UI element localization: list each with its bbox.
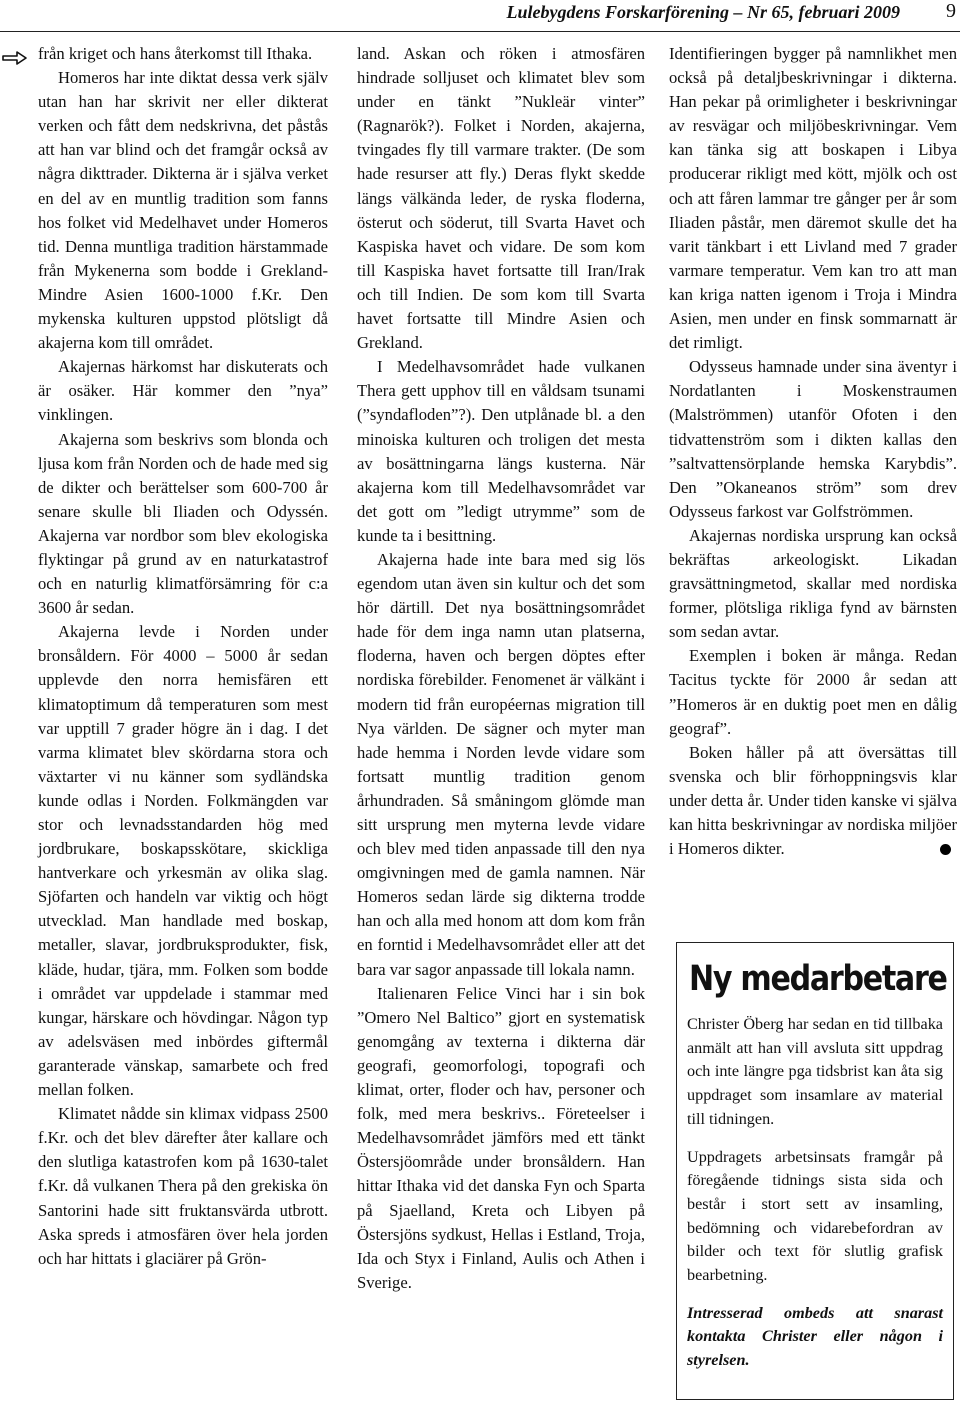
article-column-3 [669,42,957,861]
paragraph: I Medelhavsområdet hade vulkanen Thera gett upphov till en våldsam tsunami (”syndafloden”?). Den utplånade bl. a den minoiska kulturen och troligen det mesta av bosättningarna längs kusterna. När akajerna kom till Medelhavsområdet var det gott om ”ledigt utrymme” som de kunde ta i besittning. [357,357,645,545]
paragraph: Identifieringen bygger på namnlikhet men också på detaljbeskrivningar i dikterna. Han pekar på orimligheter i beskrivningar av resvägar och miljöbeskrivningar. Vem kan tänka sig att boskapen i Libya producerar rikligt med kött, mjölk och ost och att fåren lammar tre gånger per år som Iliaden påstår, men däremot skulle det ha varit tänkbart i ett Livland med 7 grader varmare temperatur. Vem kan tro att man kan kriga natten igenom i Troja i Mindra Asien, men under en finsk sommarnatt är det rimligt. [669,44,957,353]
paragraph-text: Boken håller på att översättas till svenska och blir förhoppningsvis klar under detta år. Under tiden kanske vi själva kan hitta beskrivningar av nordiska miljöer i Homeros dikter. [669,742,957,859]
paragraph: Homeros har inte diktat dessa verk själv utan han har skrivit ner eller dikterat verken och fått dem nedskrivna, det påstås att han var blind och det framgår också av några dikttrader. Dikterna är i själva verket en del av en muntlig tradition som fanns hos folket vid Medelhavet under Homeros tid. Denna muntliga tradition härstammade från Mykenerna som bodde i Grekland-Mindre Asien 1600-1000 f.Kr. Den mykenska kulturen uppstod plötsligt då akajerna kom till området. [38,68,328,353]
paragraph: Exemplen i boken är många. Redan Tacitus tyckte för 2000 år sedan att ”Homeros är en duktig poet men en dålig geograf”. [669,646,957,738]
box-call-to-action: Intresserad ombeds att snarast kontakta Christer eller någon i styrelsen. [687,1303,943,1370]
end-dot-icon [940,844,951,855]
final-paragraph [669,741,957,861]
box-paragraph: Christer Öberg har sedan en tid tillbaka anmält att han vill avsluta sitt uppdrag och inte längre pga tidsbrist kan åta sig uppdraget som insamlare av material till tidningen. [687,1015,943,1128]
page-header [0,0,960,30]
paragraph: Odysseus hamnade under sina äventyr i Nordatlanten i Moskenstraumen (Malströmmen) utanför Ofoten i den tidvattenström som i dikten kallas den ”saltvattensörplande hemska Karybdis”. Den ”Okaneanos ström” som drev Odysseus farkost var Golfströmmen. [669,357,957,521]
arrow-right-icon [2,50,28,66]
announcement-box [676,942,954,1400]
article-column-2 [357,42,645,1295]
paragraph: Klimatet nådde sin klimax vidpass 2500 f.Kr. och det blev därefter åter kallare och den slutliga katastrofen kom på 1630-talet f.Kr. då vulkanen Thera på den grekiska ön Santorini hade sitt fruktansvärda utbrott. Aska spreds i atmosfären över hela jorden och har hittats i glaciärer på Grön- [38,1104,328,1268]
box-paragraph: Uppdragets arbetsinsats framgår på föregående tidnings sista sida och består i stort sett av insamling, bedömning och vidarebefordran av bilder och text för slutlig grafisk bearbetning. [687,1147,943,1285]
paragraph: Akajerna levde i Norden under bronsåldern. För 4000 – 5000 år sedan upplevde den norra hemisfären ett klimatoptimum då temperaturen som mest var upptill 7 grader högre än i dag. I det varma klimatet blev skördarna stora och växtarter vi nu känner som sydländska kunde odlas i Norden. Folkmängden var stor och levnadsstandarden hög med jordbrukare, boskapsskötare, skickliga hantverkare och yrkesmän av olika slag. Sjöfarten och handeln var viktig och högt utvecklad. Man handlade med boskap, metaller, slavar, jordbruksprodukter, fisk, kläde, hudar, tjära, mm. Folken som bodde i området var uppdelade i stammar med kungar, härskare och hövdingar. Någon typ av adelsväsen med inbördes giftermål garanterade vänskap, samarbete och fred mellan folken. [38,622,328,1100]
page-number: 9 [946,0,956,22]
article-column-1 [38,42,328,1271]
paragraph: Akajerna som beskrivs som blonda och ljusa kom från Norden och de hade med sig de dikter och berättelser som 600-700 år senare skulle bli Iliaden och Odyssén. Akajerna var nordbor som blev ekologiska flyktingar på grund av en naturkatastrof och en naturlig klimatförsämring för c:a 3600 år sedan. [38,429,328,618]
paragraph: Akajernas nordiska ursprung kan också bekräftas arkeologiskt. Likadan gravsättningmetod, skallar med nordiska former, plötsliga rikliga fynd av bärnsten som sedan avtar. [669,525,957,642]
paragraph: från kriget och hans återkomst till Ithaka. [38,44,313,63]
journal-title: Lulebygdens Forskarförening – Nr 65, februari 2009 [506,2,900,22]
header-rule [0,31,960,32]
paragraph: land. Askan och röken i atmosfären hindrade solljuset och klimatet blev som under en tänkt ”Nukleär vinter” (Ragnarök?). Folket i Norden, akajerna, tvingades fly till varmare trakter. (De som hade resurser att fly.) Deras flykt skedde längs välkända leder, de ryska floderna, österut och söderut, till Svarta Havet och Kaspiska havet och vidare. De som kom till Kaspiska havet fortsatte till Iran/Irak och till Indien. De som kom till Svarta havet fortsatte till Mindre Asien och Grekland. [357,44,645,353]
box-heading: Ny medarbetare [689,959,947,999]
paragraph: Akajernas härkomst har diskuterats och är osäker. Här kommer den ”nya” vinklingen. [38,357,328,425]
paragraph: Italienaren Felice Vinci har i sin bok ”Omero Nel Baltico” gjort en systematisk genomgång av texterna i dikterna där geografi, geomorfologi, topografi och klimat, orter, floder och hav, personer och folk, med mera beskrivs.. Företeelser i Medelhavsområdet jämförs med ett tänkt Östersjöområde under bronsåldern. Han hittar Ithaka vid det danska Fyn och Sparta på Sjaelland, Kreta och Libyen på Östersjöns sydkust, Hellas i Estland, Troja, Ida och Styx i Finland, Aulis och Athen i Sverige. [357,983,645,1292]
paragraph: Akajerna hade inte bara med sig lös egendom utan även sin kultur och det som hör därtill. Det nya bosättningsområdet hade för dem inga namn utan platserna, floderna, haven och bergen döptes efter nordiska förebilder. Fenomenet är välkänt i modern tid från européernas migration till Nya världen. De sägner och myter man hade hemma i Norden levde vidare som fortsatt muntlig tradition genom århundraden. Så småningom glömde man sitt ursprung men myterna levde vidare och blev med tiden anpassade till den nya omgivningen med de gamla namnen. När Homeros sedan lärde sig dikterna trodde han och alla med honom att dom kom från en forntid i Medelhavsområdet eller att det bara var sagor anpassade till lokala namn. [357,549,645,979]
